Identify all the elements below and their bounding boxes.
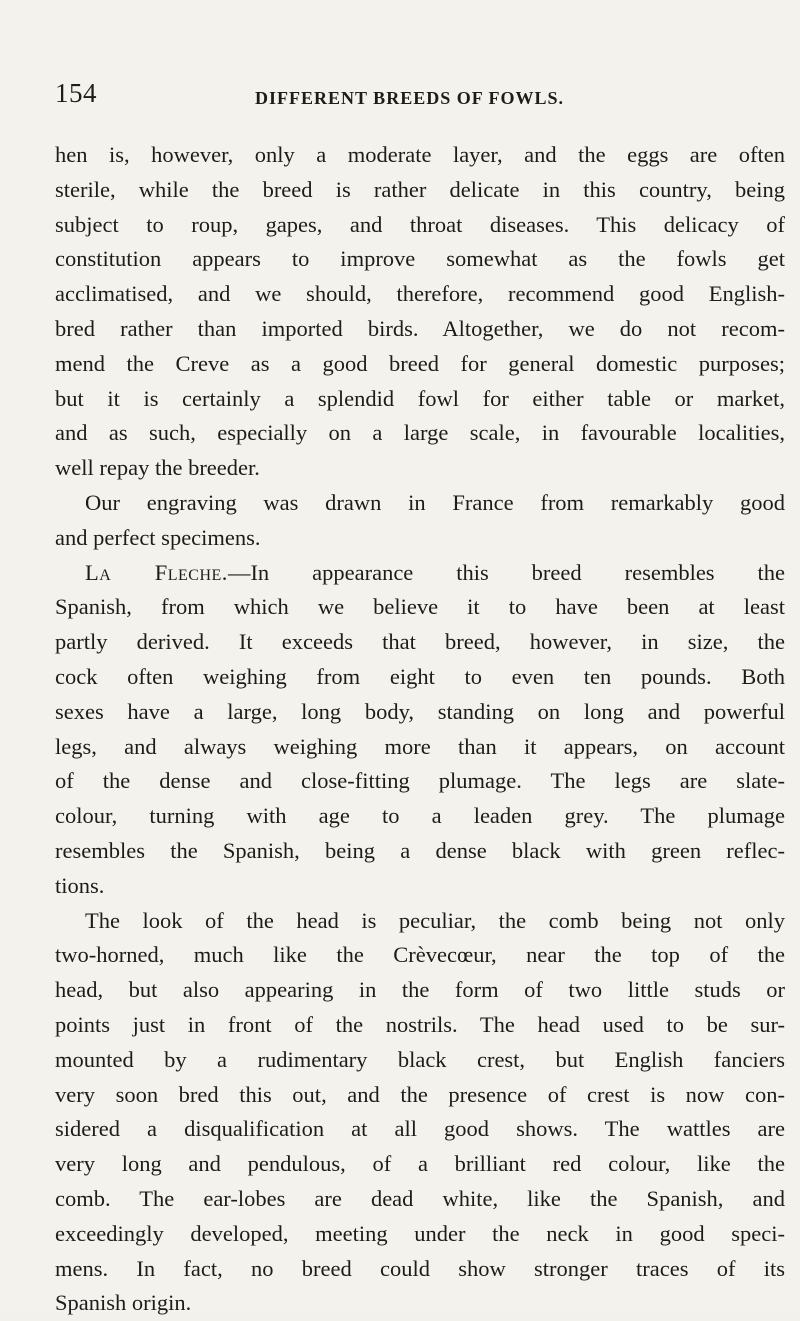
section-heading-rest: —In appearance this breed resembles the: [227, 559, 785, 585]
text-line: acclimatised, and we should, therefore, recommend good English-: [55, 281, 785, 307]
text-line: Our engraving was drawn in France from remarkably good: [85, 489, 785, 515]
section-heading-line: [55, 556, 785, 591]
text-line: sterile, while the breed is rather delicate in this country, being: [55, 176, 785, 202]
page-number: 154: [55, 78, 97, 108]
section-heading-la-fleche: La Fleche.: [85, 559, 228, 585]
page-header: [0, 78, 800, 118]
text-line: well repay the breeder.: [55, 455, 260, 481]
text-line: Spanish origin.: [55, 1290, 192, 1316]
text-line: The look of the head is peculiar, the comb being not only: [85, 907, 785, 933]
text-line: subject to roup, gapes, and throat diseases. This delicacy of: [55, 211, 785, 237]
text-line: legs, and always weighing more than it appears, on account: [55, 733, 785, 759]
text-line: bred rather than imported birds. Altogether, we do not recom-: [55, 315, 785, 341]
text-line: mounted by a rudimentary black crest, but English fanciers: [55, 1046, 785, 1072]
body-text: [55, 138, 785, 1321]
text-line: sidered a disqualification at all good shows. The wattles are: [55, 1116, 785, 1142]
text-line: tions.: [55, 872, 105, 898]
text-line: partly derived. It exceeds that breed, however, in size, the: [55, 629, 785, 655]
text-line: colour, turning with age to a leaden grey. The plumage: [55, 803, 785, 829]
text-line: Spanish, from which we believe it to have been at least: [55, 594, 785, 620]
text-line: two-horned, much like the Crèvecœur, near the top of the: [55, 942, 785, 968]
text-line: points just in front of the nostrils. The head used to be sur-: [55, 1011, 785, 1037]
text-line: constitution appears to improve somewhat as the fowls get: [55, 246, 785, 272]
text-line: but it is certainly a splendid fowl for either table or market,: [55, 385, 785, 411]
text-line: and perfect specimens.: [55, 524, 261, 550]
text-line: of the dense and close-fitting plumage. The legs are slate-: [55, 768, 785, 794]
text-line: exceedingly developed, meeting under the neck in good speci-: [55, 1220, 785, 1246]
text-line: head, but also appearing in the form of two little studs or: [55, 977, 785, 1003]
text-line: sexes have a large, long body, standing on long and powerful: [55, 698, 785, 724]
text-line: mend the Creve as a good breed for general domestic purposes;: [55, 350, 785, 376]
text-line: cock often weighing from eight to even ten pounds. Both: [55, 663, 785, 689]
text-line: very soon bred this out, and the presence of crest is now con-: [55, 1081, 785, 1107]
running-head: DIFFERENT BREEDS OF FOWLS.: [255, 88, 565, 108]
text-line: and as such, especially on a large scale, in favourable localities,: [55, 420, 785, 446]
text-line: hen is, however, only a moderate layer, and the eggs are often: [55, 142, 785, 167]
text-line: mens. In fact, no breed could show stronger traces of its: [55, 1255, 785, 1281]
text-line: very long and pendulous, of a brilliant red colour, like the: [55, 1151, 785, 1177]
text-line: comb. The ear-lobes are dead white, like the Spanish, and: [55, 1185, 785, 1211]
text-line: resembles the Spanish, being a dense black with green reflec-: [55, 837, 785, 863]
